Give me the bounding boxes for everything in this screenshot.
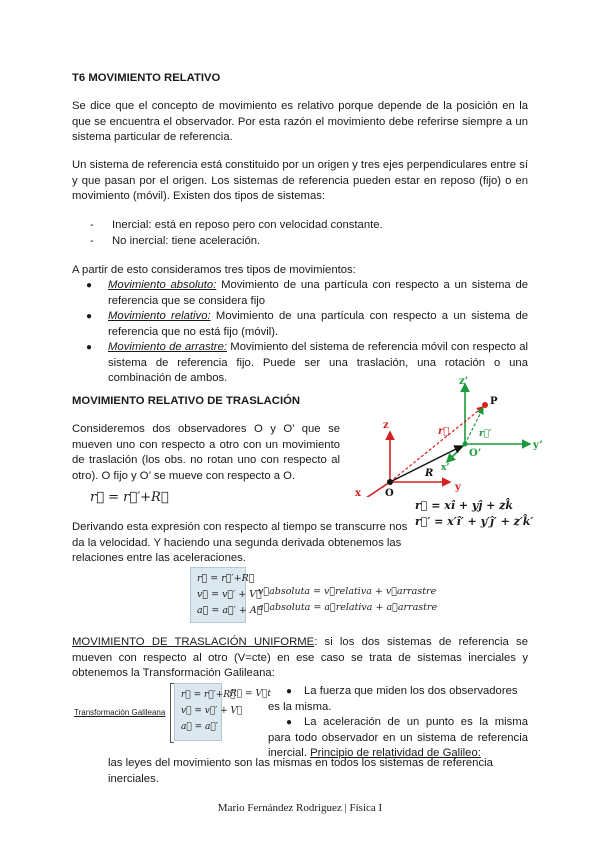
label-r: r⃗ bbox=[438, 426, 450, 437]
list-item: - Inercial: está en reposo pero con velocidad constante. bbox=[90, 218, 510, 234]
section-heading-traslacion: MOVIMIENTO RELATIVO DE TRASLACIÓN bbox=[72, 395, 301, 407]
movement-term: Movimiento relativo: bbox=[108, 310, 211, 322]
equation-acceleration-absolute: a⃗absoluta = a⃗relativa + a⃗arrastre bbox=[258, 602, 438, 613]
galileo-R-equation: R⃗ = V⃗t bbox=[230, 689, 271, 699]
equation-box bbox=[190, 567, 263, 623]
equation-line: a⃗ = a⃗′ + A⃗ bbox=[197, 605, 263, 616]
label-z-prime: z’ bbox=[459, 376, 469, 387]
movement-intro: A partir de esto consideramos tres tipos de movimientos: bbox=[72, 264, 356, 276]
movement-text: Movimiento del sistema de referencia móvil con respecto al sistema de referencia fijo. Puede ser una traslación, una rotación o una combinación de ambos. bbox=[108, 341, 528, 384]
list-item bbox=[86, 309, 529, 340]
movement-text: Movimiento de una partícula con respecto a un sistema de referencia que se considera fijo bbox=[108, 279, 529, 307]
label-origin-prime: O’ bbox=[469, 448, 482, 459]
derivando-paragraph-1 bbox=[72, 520, 412, 567]
list-item bbox=[86, 278, 529, 309]
uniforme-paragraph bbox=[72, 635, 528, 682]
list-item: - No inercial: tiene aceleración. bbox=[90, 234, 510, 250]
intro-paragraph: Se dice que el concepto de movimiento es relativo porque depende de la posición en la que se encuentra el observador. Por esta razón el movimiento debe referirse siempre a un sistema particular de referencia. bbox=[72, 100, 528, 143]
galileo-label: Transformación Galileana bbox=[74, 708, 166, 717]
uniforme-text: : si los dos sistemas de referencia se mueven con respecto al otro (V=cte) en ese caso se trata de sistemas inerciales y obtenemos la Transformación Galileana: bbox=[72, 636, 528, 679]
traslacion-paragraph: Consideremos dos observadores O y O’ que se mueven uno con respecto a otro con un movimiento de traslación (los obs. no rotan uno con respecto al otro). O fijo y O’ se mueve con respecto a O. bbox=[72, 423, 340, 482]
diagram-equation-r-prime: r⃗′ = x′î′ + y′ĵ′ + z′k̂′ bbox=[415, 515, 534, 528]
diagram-equation-r: r⃗ = xî + yĵ + zk̂ bbox=[415, 499, 514, 512]
galileo-equation-box bbox=[174, 683, 243, 741]
movement-list bbox=[86, 278, 529, 387]
galileo-bullet-2 bbox=[268, 715, 528, 762]
movement-text: Movimiento de una partícula con respecto a un sistema de referencia que no está fijo (móvil). bbox=[108, 310, 529, 338]
origin-prime-point bbox=[463, 442, 468, 447]
bullet-icon: ● bbox=[86, 311, 93, 322]
equation-line: v⃗ = v⃗′ + V⃗ bbox=[197, 589, 262, 600]
bullet-text-continued: las leyes del movimiento son las mismas en todos los sistemas de referencia inerciales. bbox=[108, 757, 493, 785]
reference-frames-diagram bbox=[345, 372, 545, 497]
label-point: P bbox=[490, 396, 498, 407]
page-title: T6 MOVIMIENTO RELATIVO bbox=[72, 72, 221, 84]
equation-line: v⃗ = v⃗′ + V⃗ bbox=[181, 706, 243, 716]
origin-point bbox=[387, 479, 393, 485]
bullet-icon: ● bbox=[286, 686, 293, 697]
system-types-list bbox=[90, 218, 510, 249]
axis-x-prime-line bbox=[447, 444, 465, 462]
sistema-paragraph: Un sistema de referencia está constituido por un origen y tres ejes perpendiculares entre sí y que pasan por el origen. Los sistemas de referencia pueden estar en reposo (fijo) o en movimiento (móvil). Existen dos tipos de sistemas: bbox=[72, 159, 528, 202]
movement-term: Movimiento absoluto: bbox=[108, 279, 217, 291]
bullet-icon: ● bbox=[86, 280, 93, 291]
label-y-prime: y’ bbox=[533, 440, 543, 451]
equation-line: r⃗ = r⃗′+R⃗ bbox=[181, 690, 236, 700]
galileo-bullet-2-continued bbox=[108, 756, 528, 787]
bullet-icon: ● bbox=[286, 717, 293, 728]
movement-term: Movimiento de arrastre: bbox=[108, 341, 227, 353]
bullet-text: La aceleración de un punto es la misma para todo observador en un sistema de referencia inercial. bbox=[268, 716, 528, 759]
derivando-text: Derivando esta expresión con respecto al tiempo se transcurre nos da la velocidad. Y haciendo una segunda derivada obtenemos las relaciones entre las aceleraciones. bbox=[72, 521, 408, 564]
equation-line: r⃗ = r⃗′+R⃗ bbox=[197, 573, 255, 584]
label-origin: O bbox=[385, 488, 394, 497]
bullet-icon: ● bbox=[86, 342, 93, 353]
label-R: R bbox=[425, 468, 434, 479]
label-x: x bbox=[355, 488, 361, 497]
label-z: z bbox=[383, 420, 389, 431]
main-equation: r⃗ = r⃗′+R⃗ bbox=[90, 490, 169, 505]
point-P bbox=[482, 402, 488, 408]
bullet-text: La fuerza que miden los dos observadores es la misma. bbox=[268, 685, 518, 713]
label-r-prime: r⃗′ bbox=[479, 429, 492, 439]
page-footer: Mario Fernández Rodriguez | Física I bbox=[217, 802, 383, 814]
galileo-bullet-1 bbox=[268, 684, 528, 715]
galileo-principle: Principio de relatividad de Galileo: bbox=[310, 747, 481, 759]
equation-line: a⃗ = a⃗′ bbox=[181, 722, 218, 732]
label-y: y bbox=[455, 482, 461, 493]
uniforme-heading: MOVIMIENTO DE TRASLACIÓN UNIFORME bbox=[72, 636, 315, 648]
label-x-prime: x’ bbox=[441, 463, 450, 473]
equation-velocity-absolute: v⃗absoluta = v⃗relativa + v⃗arrastre bbox=[258, 586, 437, 597]
